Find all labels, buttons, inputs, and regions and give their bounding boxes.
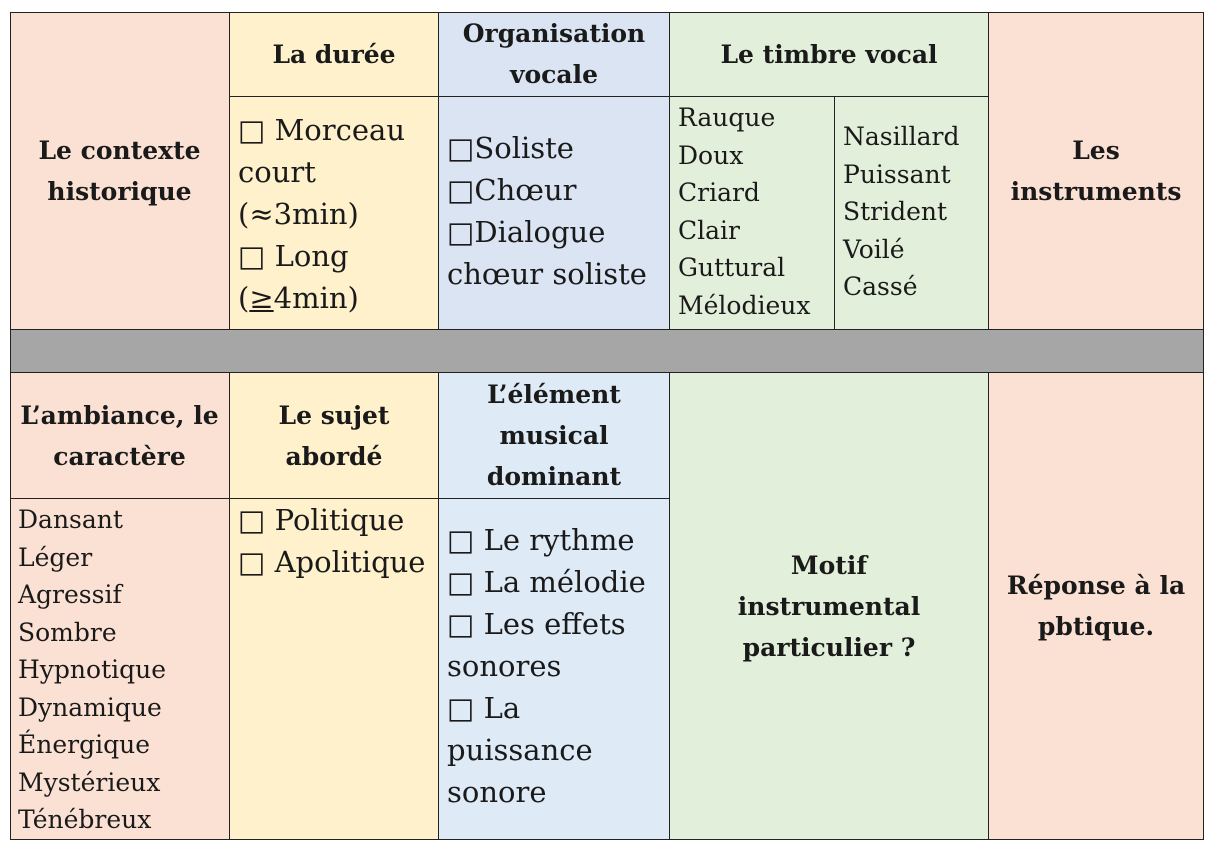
element-option-melodie[interactable]: □ La mélodie (447, 565, 646, 599)
timbre-item: Strident (843, 197, 948, 226)
duree-title: La durée (272, 39, 396, 69)
worksheet-table (10, 12, 1204, 840)
timbre-col1 (670, 97, 835, 330)
ambiance-item: Agressif (18, 580, 122, 609)
sujet-option-apolitique[interactable]: □ Apolitique (238, 545, 426, 579)
contexte-historique-label: Le contexte historique (38, 135, 201, 206)
ambiance-list (10, 499, 230, 840)
organisation-option-soliste[interactable]: □Soliste (447, 131, 574, 165)
timbre-item: Mélodieux (678, 290, 811, 320)
timbre-item: Guttural (678, 253, 786, 282)
timbre-item: Nasillard (843, 122, 960, 151)
duree-long-prefix: □ Long ( (238, 239, 349, 315)
reponse-cell (989, 373, 1204, 840)
element-options (439, 499, 670, 840)
timbre-item: Cassé (843, 272, 918, 301)
organisation-header (439, 12, 670, 97)
ambiance-item: Sombre (18, 617, 117, 647)
element-option-rythme[interactable]: □ Le rythme (447, 523, 635, 557)
organisation-title: Organisation vocale (462, 19, 646, 89)
element-option-effets[interactable]: □ Les effets sonores (447, 607, 626, 683)
timbre-title: Le timbre vocal (720, 39, 938, 69)
instruments-label: Les instruments (1010, 135, 1182, 206)
timbre-col2 (835, 97, 989, 330)
ambiance-item: Dynamique (18, 692, 162, 722)
organisation-option-choeur[interactable]: □Chœur (447, 173, 577, 207)
contexte-historique-cell (10, 12, 230, 330)
ambiance-header (10, 373, 230, 499)
timbre-item: Doux (678, 140, 744, 170)
ambiance-item: Mystérieux (18, 767, 161, 797)
separator-bar (10, 330, 1204, 373)
duree-long-ge: ≥ (249, 281, 274, 315)
instruments-cell (989, 12, 1204, 330)
duree-header (230, 12, 439, 97)
ambiance-item: Léger (18, 542, 93, 572)
reponse-label: Réponse à la pbtique. (1006, 571, 1186, 641)
element-option-puissance[interactable]: □ La puissance sonore (447, 691, 593, 809)
ambiance-item: Dansant (18, 505, 123, 534)
timbre-item: Clair (678, 215, 740, 245)
ambiance-title: L’ambiance, le caractère (20, 400, 219, 471)
timbre-header (670, 12, 989, 97)
ambiance-item: Énergique (18, 730, 150, 759)
sujet-title: Le sujet abordé (278, 400, 390, 471)
sujet-options (230, 499, 439, 840)
organisation-options (439, 97, 670, 330)
timbre-item: Rauque (678, 103, 776, 132)
element-header (439, 373, 670, 499)
motif-cell (670, 373, 989, 840)
timbre-item: Voilé (843, 234, 905, 264)
sujet-header (230, 373, 439, 499)
motif-label: Motif instrumental particulier ? (737, 550, 921, 662)
organisation-option-dialogue[interactable]: □Dialogue chœur soliste (447, 215, 647, 291)
ambiance-item: Ténébreux (18, 805, 152, 834)
duree-option-long[interactable] (238, 235, 430, 319)
timbre-item: Puissant (843, 159, 951, 189)
duree-options (230, 97, 439, 330)
timbre-item: Criard (678, 178, 760, 207)
ambiance-item: Hypnotique (18, 655, 167, 684)
duree-option-court[interactable]: □ Morceau court (≈3min) (238, 113, 406, 231)
sujet-option-politique[interactable]: □ Politique (238, 503, 405, 537)
duree-long-suffix: 4min) (273, 281, 359, 315)
element-title: L’élément musical dominant (486, 380, 622, 491)
